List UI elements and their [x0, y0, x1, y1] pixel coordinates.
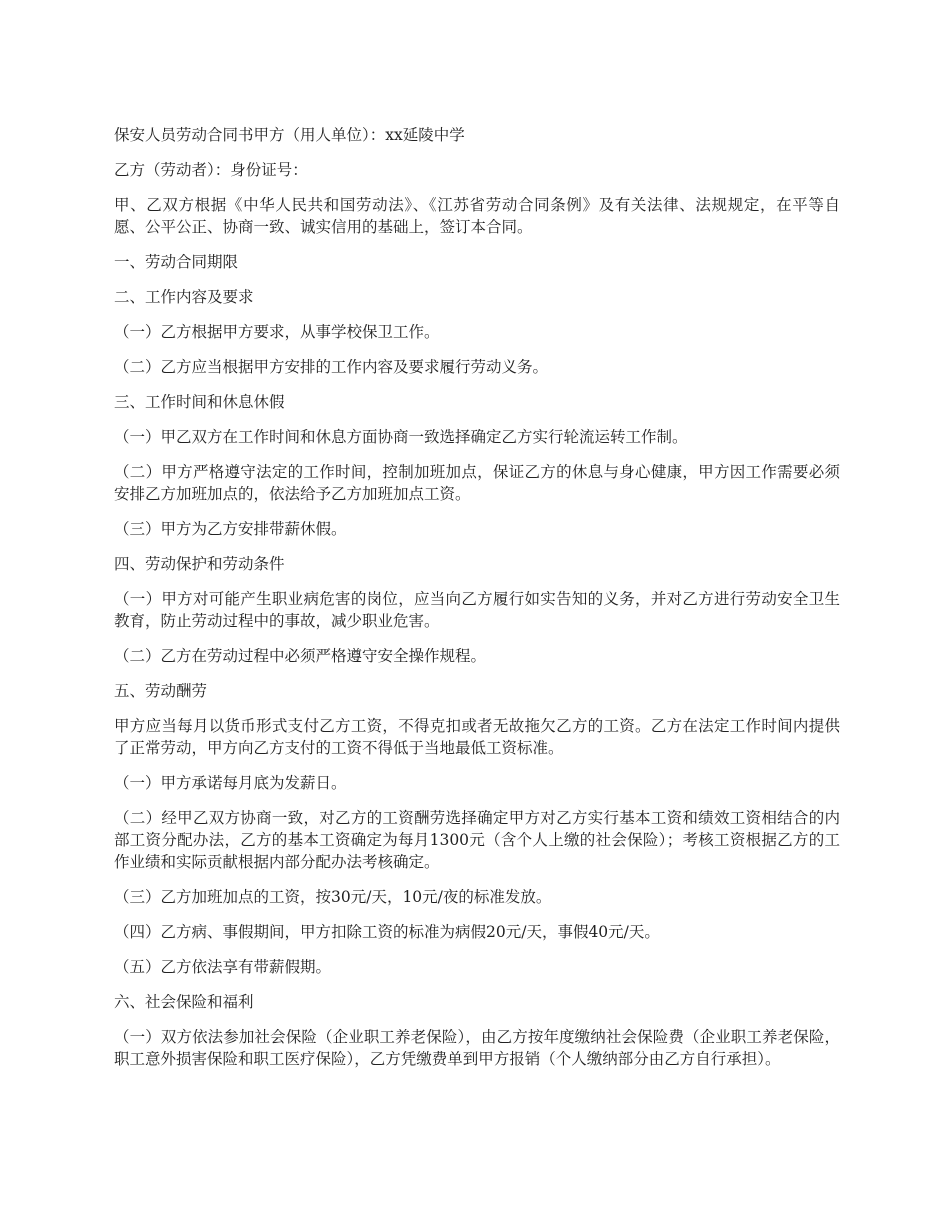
clause-paragraph: 甲方应当每月以货币形式支付乙方工资，不得克扣或者无故拖欠乙方的工资。乙方在法定工作时间内提供了正常劳动，甲方向乙方支付的工资不得低于当地最低工资标准。 — [114, 717, 840, 757]
clause-paragraph: （一）甲方对可能产生职业病危害的岗位，应当向乙方履行如实告知的义务，并对乙方进行劳动安全卫生教育，防止劳动过程中的事故，减少职业危害。 — [114, 590, 840, 630]
clause-paragraph: （二）甲方严格遵守法定的工作时间，控制加班加点，保证乙方的休息与身心健康，甲方因工作需要必须安排乙方加班加点的，依法给予乙方加班加点工资。 — [114, 463, 840, 503]
clause-paragraph: （四）乙方病、事假期间，甲方扣除工资的标准为病假20元/天，事假40元/天。 — [114, 923, 660, 941]
clause-paragraph: （二）经甲乙双方协商一致，对乙方的工资酬劳选择确定甲方对乙方实行基本工资和绩效工资相结合的内部工资分配办法，乙方的基本工资确定为每月1300元（含个人上缴的社会保险）；考核工资根据乙方的工作业绩和实际贡献根据内部分配办法考核确定。 — [114, 809, 840, 871]
section-heading-remuneration: 五、劳动酬劳 — [114, 682, 208, 700]
clause-paragraph: （一）乙方根据甲方要求，从事学校保卫工作。 — [114, 323, 440, 341]
clause-paragraph: （一）甲乙双方在工作时间和休息方面协商一致选择确定乙方实行轮流运转工作制。 — [114, 428, 688, 446]
clause-paragraph: （五）乙方依法享有带薪假期。 — [114, 958, 332, 976]
clause-paragraph: （二）乙方应当根据甲方安排的工作内容及要求履行劳动义务。 — [114, 358, 549, 376]
clause-paragraph: （三）乙方加班加点的工资，按30元/天，10元/夜的标准发放。 — [114, 888, 552, 906]
clause-paragraph: （一）双方依法参加社会保险（企业职工养老保险），由乙方按年度缴纳社会保险费（企业职工养老保险，职工意外损害保险和职工医疗保险），乙方凭缴费单到甲方报销（个人缴纳部分由乙方自行承担）。 — [114, 1028, 840, 1068]
section-heading-social-insurance: 六、社会保险和福利 — [114, 993, 254, 1011]
preamble-paragraph: 甲、乙双方根据《中华人民共和国劳动法》、《江苏省劳动合同条例》及有关法律、法规规定，在平等自愿、公平公正、协商一致、诚实信用的基础上，签订本合同。 — [114, 196, 840, 236]
clause-paragraph: （一）甲方承诺每月底为发薪日。 — [114, 774, 347, 792]
section-heading-work-content: 二、工作内容及要求 — [114, 288, 254, 306]
party-b-line: 乙方（劳动者）：身份证号： — [114, 161, 308, 179]
section-heading-contract-term: 一、劳动合同期限 — [114, 253, 239, 271]
section-heading-labor-protection: 四、劳动保护和劳动条件 — [114, 555, 285, 573]
section-heading-working-hours: 三、工作时间和休息休假 — [114, 393, 285, 411]
clause-paragraph: （三）甲方为乙方安排带薪休假。 — [114, 520, 347, 538]
contract-title-party-a: 保安人员劳动合同书甲方（用人单位）：xx延陵中学 — [114, 126, 465, 144]
clause-paragraph: （二）乙方在劳动过程中必须严格遵守安全操作规程。 — [114, 647, 487, 665]
